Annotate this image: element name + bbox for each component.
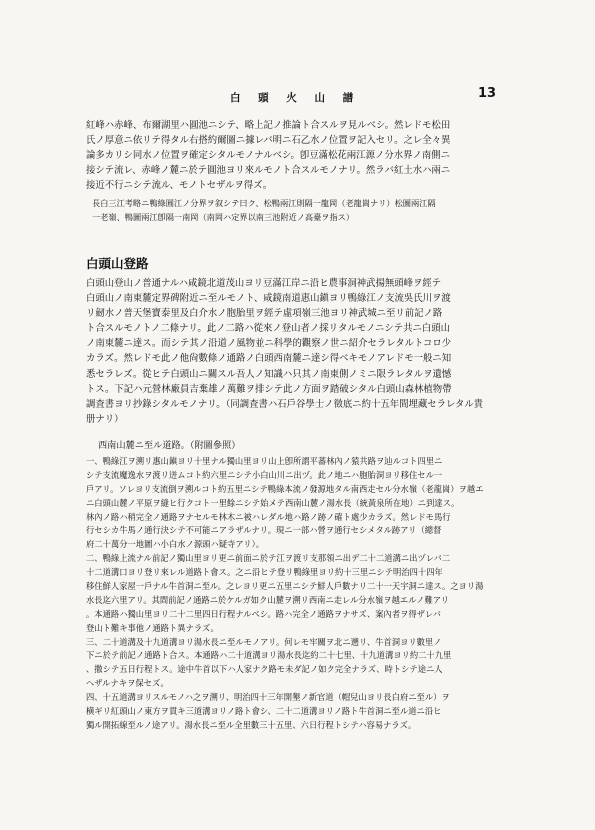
text-line: 十二道溝口ヨリ登リ來レル道路ト會ス。之ニ沿ヒテ登リ鴨綠里ヨリ約十三里ニシテ明治四十四年 [86, 567, 443, 578]
note-line: 一老嶺、鴨圖兩江卽隔一南岡（南岡ハ定界以南三池附近ノ高臺ヲ指ス） [92, 211, 355, 222]
text-line: 戶アリ。ソレヨリ支流倒ヲ溯ルコト約五里ニシテ鴨綠本流ノ發源地タル南西走セル分水嶺（老龍崗）ヲ越エ [86, 483, 484, 494]
text-line: ノ南東麓ニ達ス。而シテ其ノ沿道ノ風物並ニ科學的觀察ノ世ニ紹介セラレタルトコロ少 [86, 338, 452, 350]
text-line: 白頭山ノ南東麓定界碑附近ニ至ルモノト、咸鏡南道惠山鎭ヨリ鴨綠江ノ支流吳氏川ヲ渡 [86, 293, 451, 305]
text-line: 。本通路ハ獨山里ヨリ二十二里四日行程ナルベシ。路ハ完全ノ通路ヲナサズ、案內者ヲ得ザレバ [86, 608, 441, 619]
running-title: 白 頭 火 山 譜 [230, 92, 361, 104]
text-line: ヘザルナキヲ保セズ。 [86, 678, 169, 689]
text-line: 林內ノ路ハ稍完全ノ通路ヲナセルモ林木ニ被ハレダル地ハ路ノ跡ノ確ト處少カラズ。然レドモ馬行 [86, 511, 451, 522]
section-heading: 白頭山登路 [86, 256, 149, 271]
subheading: 西南山麓ニ至ル道路。（附圖參照） [98, 440, 241, 451]
page-number: 13 [478, 86, 497, 101]
text-line: 一、鴨綠江ヲ溯リ惠山鎭ヨリ十里ナル獨山里ヨリ山上卽所謂平蕃林內ノ猿共路ヲ辿ルコト四里ニ [86, 456, 443, 466]
intro-note [92, 197, 522, 224]
text-line: 悉セラレズ。從ヒテ白頭山ニ關スル吾人ノ知識ハ只其ノ南東側ノミニ限ラレタルヲ遺憾 [86, 368, 452, 380]
intro-paragraph [86, 118, 516, 193]
text-line: 登山ト難キ事他ノ通路ト異ナラズ。 [86, 622, 219, 633]
text-line: ト合スルモノトノ二條ナリ。此ノ二路ハ從來ノ登山者ノ採リタルモノニシテ共ニ白頭山 [86, 323, 450, 335]
text-line: 二、鴨綠上流ナル前記ノ獨山里ヨリ更ニ前面ニ於テ江ヲ渡リ支那領ニ出デ二十二道溝ニ出ヅレバ二 [86, 553, 451, 564]
text-line: ニ白頭山麓ノ平原ヲ縫ヒ行クコト一里餘ニシテ始メテ西南山麓ノ湯水長（統黃泉所在地）ニ到達ス。 [86, 497, 460, 508]
text-line: 紅峰ハ赤峰、布爾湖里ハ圓池ニシテ、略上記ノ推論ト合スルヲ見ルベシ。然レドモ松田 [86, 120, 451, 131]
text-line: 氏ノ厚意ニ依リテ得タル右搭約爾圖ニ據レバ明ニ石乙水ノ位置ヲ記入セリ。之レ全々異 [86, 135, 451, 147]
text-line: カラズ。然レドモ此ノ他尙數條ノ通路ノ白頭西南麓ニ達シ得ベキモノアレドモ一般ニ知 [86, 353, 452, 365]
text-line: 水長迄六里アリ。其間前記ノ通路ニ於ケルガ如ク山麓ヲ溯リ西南ニ走レル分水嶺ヲ越エルノ難アリ [86, 594, 450, 605]
text-line: シテ支流魔逸水ヲ渡リ迸ムコト約六里ニシテ小白山川ニ出ヅ。此ノ地ニハ胞胎洞ヨリ移住セル一 [86, 469, 443, 480]
text-line: 横ギリ紅頭山ノ東方ヲ貫キ三道溝ヨリノ路ト會シ、二十二道溝ヨリノ路ト牛首洞ニ至ル道ニ沿ヒ [86, 706, 442, 717]
text-line: 三、二十道溝及十九道溝ヨリ湯水長ニ至ルモノアリ。何レモ牢關ヲ北ニ遡リ、牛首洞ヨリ數里ノ [86, 636, 442, 647]
text-line: 、撒シテ五日行程トス。途中牛首以下ハ人家ナク路モ未ダ記ノ如ク完全ナラズ、時トシテ途ニ人 [86, 664, 443, 675]
text-line: 下ニ於テ前記ノ通路ト合ス。本通路ハ二十道溝ヨリ湯水長迄約二十七里、十九道溝ヨリ約二十九里 [86, 650, 452, 661]
text-line: 四、十五道溝ヨリスルモノハ之ヲ溯リ、明治四十三年開墾ノ新官道（帽兒山ヨリ長白府ニ至ル）ヲ [86, 692, 450, 703]
text-line: 調査書ヨリ抄錄シタルモノナリ。（同調査書ハ石戶谷學士ノ徵底ニ約十五年間埋藏セラレタル貴 [86, 398, 484, 410]
running-head [0, 86, 595, 106]
section-paragraph [86, 276, 516, 427]
routes-text [86, 455, 516, 733]
text-line: リ劒水ノ普天堡寶泰里及白介水ノ胞胎里ヲ經テ虛項嶺三池ヨリ神武城ニ至リ前記ノ路 [86, 308, 443, 320]
text-line: 白頭山登山ノ普通ナルハ咸鏡北道茂山ヨリ豆滿江岸ニ沿ヒ農事洞神武揚無頭峰ヲ經テ [86, 278, 442, 289]
text-line: 接近不行ニシテ流ル、モノトセザルヲ得ズ。 [86, 180, 273, 192]
text-line: トス。下記ハ元營林廠員吉棄雄ノ萬難ヲ排シテ此ノ方面ヲ踏破シタル白頭山森林植物帶 [86, 383, 452, 395]
text-line: 府二十萬分一地圖ハ小白水ノ源頭ハ疑寺アリ）。 [86, 539, 265, 550]
text-line: 移住鮮人家屋一戶ナル牛首洞ニ至ル。之レヨリ更ニ五里ニシテ鮮人戶數ナリ二十一天宇洞ニ達ス。之ヨリ湯 [86, 581, 484, 592]
note-line: 長白三江考略ニ鴨綠圓江ノ分界ヲ叙シテ曰ク、松鴨兩江則隔一龍岡（老龍崗ナリ）松圖兩江隔 [92, 198, 436, 208]
text-line: 接シテ流レ、赤峰ノ麓ニ於テ圓池ヨリ來ルモノト合スルモノナリ。然ラバ紅土水ハ兩ニ [86, 165, 451, 177]
text-line: 册ナリ） [86, 413, 124, 425]
text-line: 行セシカ牛馬ノ通行決シテ不可能ニアラザルナリ。現ニ一部ハ營ヲ通行セシメタル跡アリ（總督 [86, 525, 442, 536]
text-line: 獨ル開拓線至ルノ途アリ。湯水長ニ至ル全里數三十五里、六日行程トシテハ容易ナラズ。 [86, 719, 417, 730]
text-line: 論多カリシ同水ノ位置ヲ確定シタルモノナルベシ。卽豆滿松花兩江源ノ分水界ノ南側ニ [86, 150, 450, 162]
